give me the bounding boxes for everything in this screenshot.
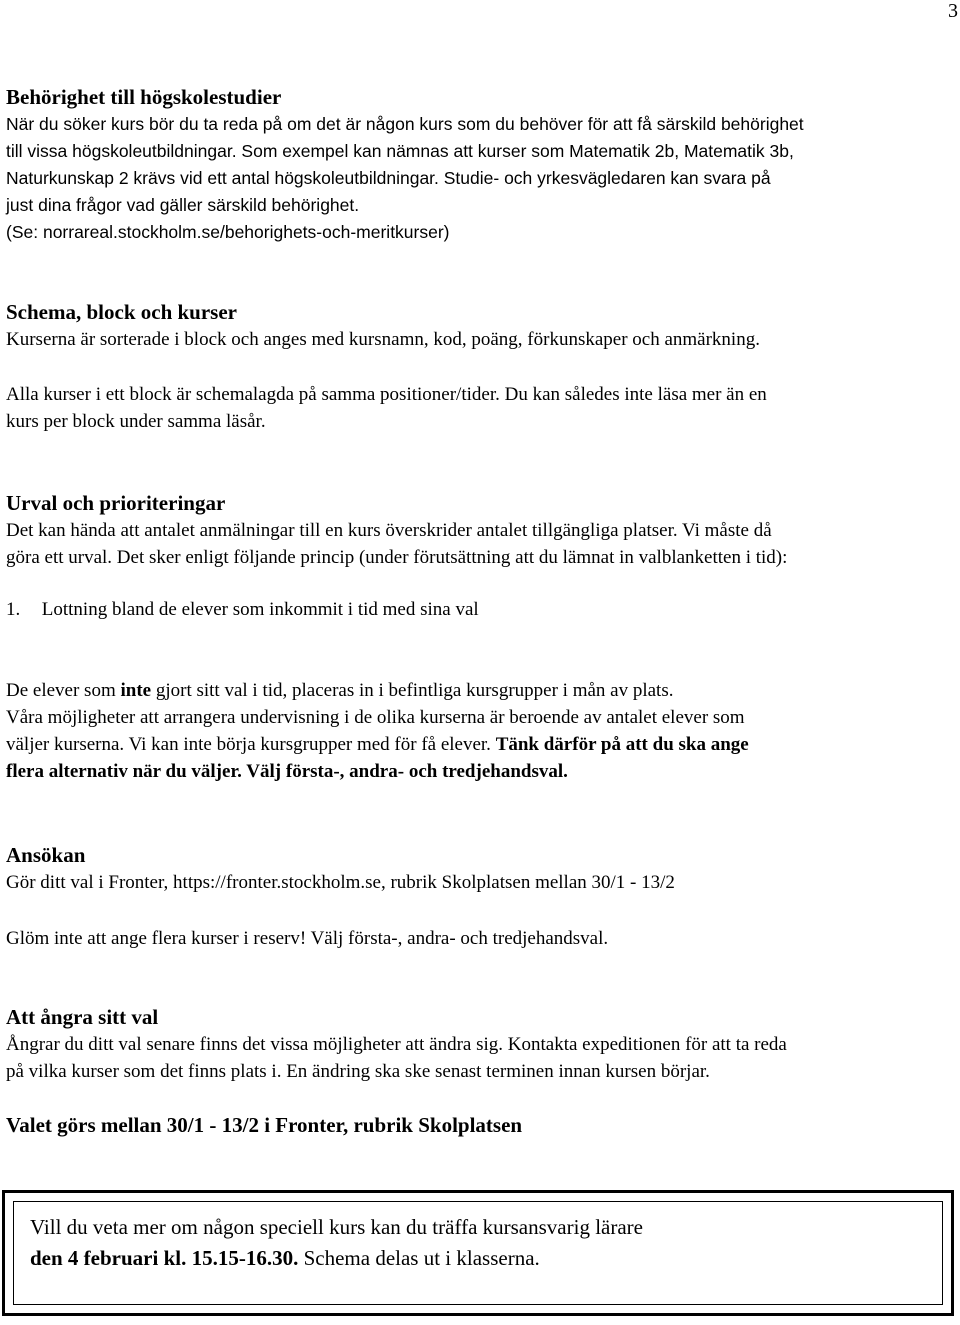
undo-line-1: Ångrar du ditt val senare finns det vissa möjligheter att ändra sig. Kontakta expeditionen för att ta reda <box>6 1034 787 1055</box>
info-box-text <box>30 1212 643 1274</box>
list-item-number: 1. <box>6 599 21 620</box>
p3-line-1: Våra möjligheter att arrangera undervisning i de olika kurserna är beroende av antalet elever som <box>6 707 745 728</box>
section-undo <box>6 1004 956 1085</box>
eligibility-line-3: Naturkunskap 2 krävs vid ett antal högskoleutbildningar. Studie- och yrkesvägledaren kan svara på <box>6 168 771 188</box>
list-item-text: Lottning bland de elever som inkommit i tid med sina val <box>41 599 479 620</box>
info-line-2 <box>30 1243 643 1274</box>
p2-text-c: gjort sitt val i tid, placeras in i befintliga kursgrupper i mån av plats. <box>151 680 674 701</box>
p2-text-bold: inte <box>120 680 152 701</box>
info-date-bold: den 4 februari kl. 15.15-16.30. <box>30 1246 299 1270</box>
application-line-2: Glöm inte att ange flera kurser i reserv! Välj första-, andra- och tredjehandsval. <box>6 928 609 949</box>
heading-application: Ansökan <box>6 843 86 867</box>
schedule-line-2: Alla kurser i ett block är schemalagda på samma positioner/tider. Du kan således inte läsa mer än en <box>6 384 767 405</box>
selection-paragraph-2 <box>6 677 956 704</box>
heading-schedule: Schema, block och kurser <box>6 300 237 324</box>
eligibility-line-2: till vissa högskoleutbildningar. Som exempel kan nämnas att kurser som Matematik 2b, Matematik 3b, <box>6 141 794 161</box>
info-line-2-rest: Schema delas ut i klasserna. <box>298 1246 540 1270</box>
selection-paragraph-3 <box>6 704 956 785</box>
page-number: 3 <box>948 0 958 22</box>
heading-undo: Att ångra sitt val <box>6 1005 159 1029</box>
eligibility-line-4: just dina frågor vad gäller särskild behörighet. <box>6 195 360 215</box>
eligibility-line-1: När du söker kurs bör du ta reda på om det är någon kurs som du behöver för att få särskild behörighet <box>6 114 804 134</box>
section-selection <box>6 490 956 571</box>
schedule-line-3: kurs per block under samma läsår. <box>6 411 266 432</box>
selection-line-1: Det kan hända att antalet anmälningar till en kurs överskrider antalet tillgängliga platser. Vi måste då <box>6 520 772 541</box>
p3-line-2-text: väljer kurserna. Vi kan inte börja kursgrupper med för få elever. <box>6 734 496 755</box>
section-schedule <box>6 299 956 353</box>
selection-list-item <box>6 596 956 623</box>
p2-text-a: De elever som <box>6 680 121 701</box>
schedule-line-1: Kurserna är sorterade i block och anges med kursnamn, kod, poäng, förkunskaper och anmärkning. <box>6 329 760 350</box>
section-application <box>6 842 956 896</box>
info-line-1: Vill du veta mer om någon speciell kurs kan du träffa kursansvarig lärare <box>30 1215 643 1239</box>
heading-eligibility: Behörighet till högskolestudier <box>6 85 282 109</box>
schedule-text-2 <box>6 381 956 435</box>
section-eligibility <box>6 84 956 111</box>
application-reminder <box>6 925 956 952</box>
application-line-1: Gör ditt val i Fronter, https://fronter.stockholm.se, rubrik Skolplatsen mellan 30/1 - 13/2 <box>6 872 675 893</box>
summary-text: Valet görs mellan 30/1 - 13/2 i Fronter, rubrik Skolplatsen <box>6 1113 523 1137</box>
info-box <box>2 1190 954 1316</box>
p3-line-2-bold: Tänk därför på att du ska ange <box>495 734 749 755</box>
eligibility-link: (Se: norrareal.stockholm.se/behorighets-och-meritkurser) <box>6 222 450 242</box>
p3-line-3: flera alternativ när du väljer. Välj första-, andra- och tredjehandsval. <box>6 761 568 782</box>
info-box-inner <box>13 1201 943 1305</box>
p3-line-2 <box>6 731 956 758</box>
heading-selection: Urval och prioriteringar <box>6 491 226 515</box>
eligibility-text <box>6 111 956 246</box>
summary <box>6 1112 956 1139</box>
selection-line-2: göra ett urval. Det sker enligt följande princip (under förutsättning att du lämnat in valblanketten i tid): <box>6 547 788 568</box>
undo-line-2: på vilka kurser som det finns plats i. En ändring ska ske senast terminen innan kursen börjar. <box>6 1061 710 1082</box>
